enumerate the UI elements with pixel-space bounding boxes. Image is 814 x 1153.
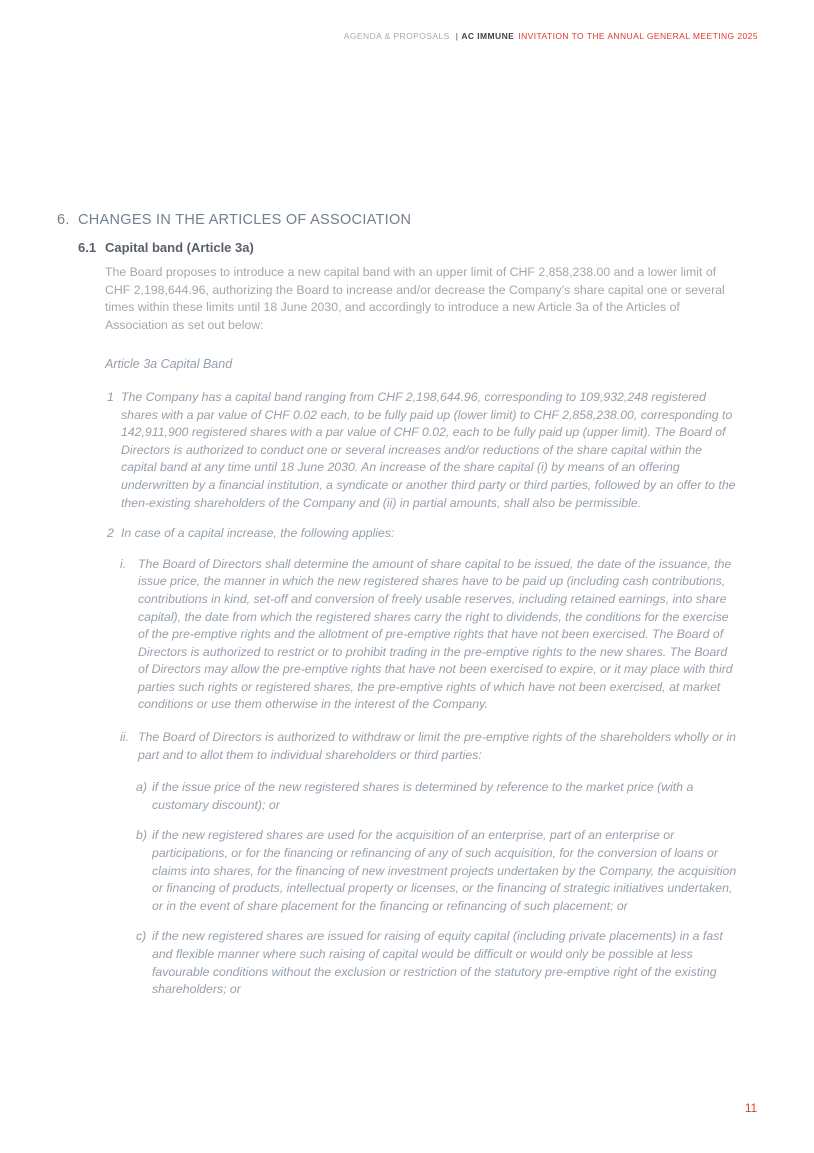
roman-item-ii-text: The Board of Directors is authorized to withdraw or limit the pre-emptive rights of the shareholders wholly or in part and to allot them to individual shareholders or third parties:	[138, 730, 737, 762]
intro-paragraph: The Board proposes to introduce a new capital band with an upper limit of CHF 2,858,238.00 and a lower limit of CHF 2,198,644.96, authorizing the Board to increase and/or decrease the Company’s share capital one or several times within these limits until 18 June 2030, and accordingly to introduce a new Article 3a of the Articles of Association as set out below:	[105, 265, 725, 332]
header-brand: AC IMMUNE	[461, 31, 515, 41]
article-heading: Article 3a Capital Band	[105, 357, 233, 372]
clause-1-text: The Company has a capital band ranging from CHF 2,198,644.96, corresponding to 109,932,248 registered shares with a par value of CHF 0.02 each, to be fully paid up (lower limit) to CHF 2,858,238.00, corresponding to 142,911,900 registered shares with a par value of CHF 0.02, each to be fully paid up (upper limit). The Board of Directors is authorized to conduct one or several increases and/or reductions of the share capital within the capital band at any time until 18 June 2030. An increase of the share capital (i) by means of an offering underwritten by a financial institution, a syndicate or another third party or third parties, followed by an offer to the then-existing shareholders of the Company and (ii) in partial amounts, shall also be permissible.	[121, 389, 736, 510]
letter-item-c	[136, 928, 737, 998]
section-heading	[57, 212, 739, 228]
roman-item-i-marker: i.	[120, 556, 127, 571]
subsection-heading	[78, 240, 739, 255]
clause-2	[105, 525, 737, 543]
letter-item-a-marker: a)	[136, 780, 147, 795]
letter-item-b-marker: b)	[136, 828, 147, 843]
clause-1	[105, 389, 737, 512]
clause-2-marker: 2	[107, 526, 114, 541]
letter-item-b-text: if the new registered shares are used for the acquisition of an enterprise, part of an enterprise or participations, or for the financing or refinancing of any of such acquisition, for the conversion of loans or claims into shares, for the financing of new investment projects undertaken by the Company, the acquisition or financing of products, intellectual property or licenses, or the financing of strategic initiatives undertaken, or in the event of share placement for the financing or refinancing of such placement; or	[152, 828, 737, 913]
section-title: CHANGES IN THE ARTICLES OF ASSOCIATION	[78, 212, 412, 228]
header-title: INVITATION TO THE ANNUAL GENERAL MEETING 2025	[518, 31, 758, 41]
roman-item-i	[120, 556, 737, 714]
letter-item-a	[136, 779, 737, 814]
letter-item-c-marker: c)	[136, 929, 147, 944]
clause-1-marker: 1	[107, 389, 114, 404]
body-block	[105, 264, 737, 999]
roman-item-i-text: The Board of Directors shall determine the amount of share capital to be issued, the date of the issuance, the issue price, the manner in which the new registered shares have to be paid up (including cash contributions, contributions in kind, set-off and conversion of freely usable reserves, including retained earnings, into share capital), the date from which the registered shares carry the right to dividends, the conditions for the exercise of the pre-emptive rights and the allotment of pre-emptive rights that have not been exercised. The Board of Directors is authorized to restrict or to prohibit trading in the pre-emptive rights to the new shares. The Board of Directors may allow the pre-emptive rights that have not been exercised to expire, or it may place with third parties such rights or registered shares, the pre-emptive rights of which have not been exercised, at market conditions or use them otherwise in the interest of the Company.	[138, 556, 733, 712]
roman-item-ii	[120, 729, 737, 764]
header-separator: |	[455, 31, 459, 41]
letter-item-c-text: if the new registered shares are issued for raising of equity capital (including private placements) in a fast and flexible manner where such raising of capital would be difficult or would only be possible at less favourable conditions without the exclusion or restriction of the statutory pre-emptive right of the existing shareholders; or	[152, 929, 723, 997]
letter-item-a-text: if the issue price of the new registered shares is determined by reference to the market price (with a customary discount); or	[152, 780, 694, 812]
roman-item-ii-marker: ii.	[120, 730, 129, 745]
header-section-label: AGENDA & PROPOSALS	[343, 31, 450, 41]
section-number: 6.	[57, 212, 70, 228]
article-quote	[105, 356, 737, 998]
page-number: 11	[745, 1103, 757, 1115]
page-header	[344, 31, 758, 41]
letter-item-b	[136, 827, 737, 915]
clause-2-text: In case of a capital increase, the following applies:	[121, 526, 395, 541]
main-content	[57, 212, 739, 1012]
subsection-title: Capital band (Article 3a)	[105, 240, 254, 255]
subsection-number: 6.1	[78, 240, 97, 255]
